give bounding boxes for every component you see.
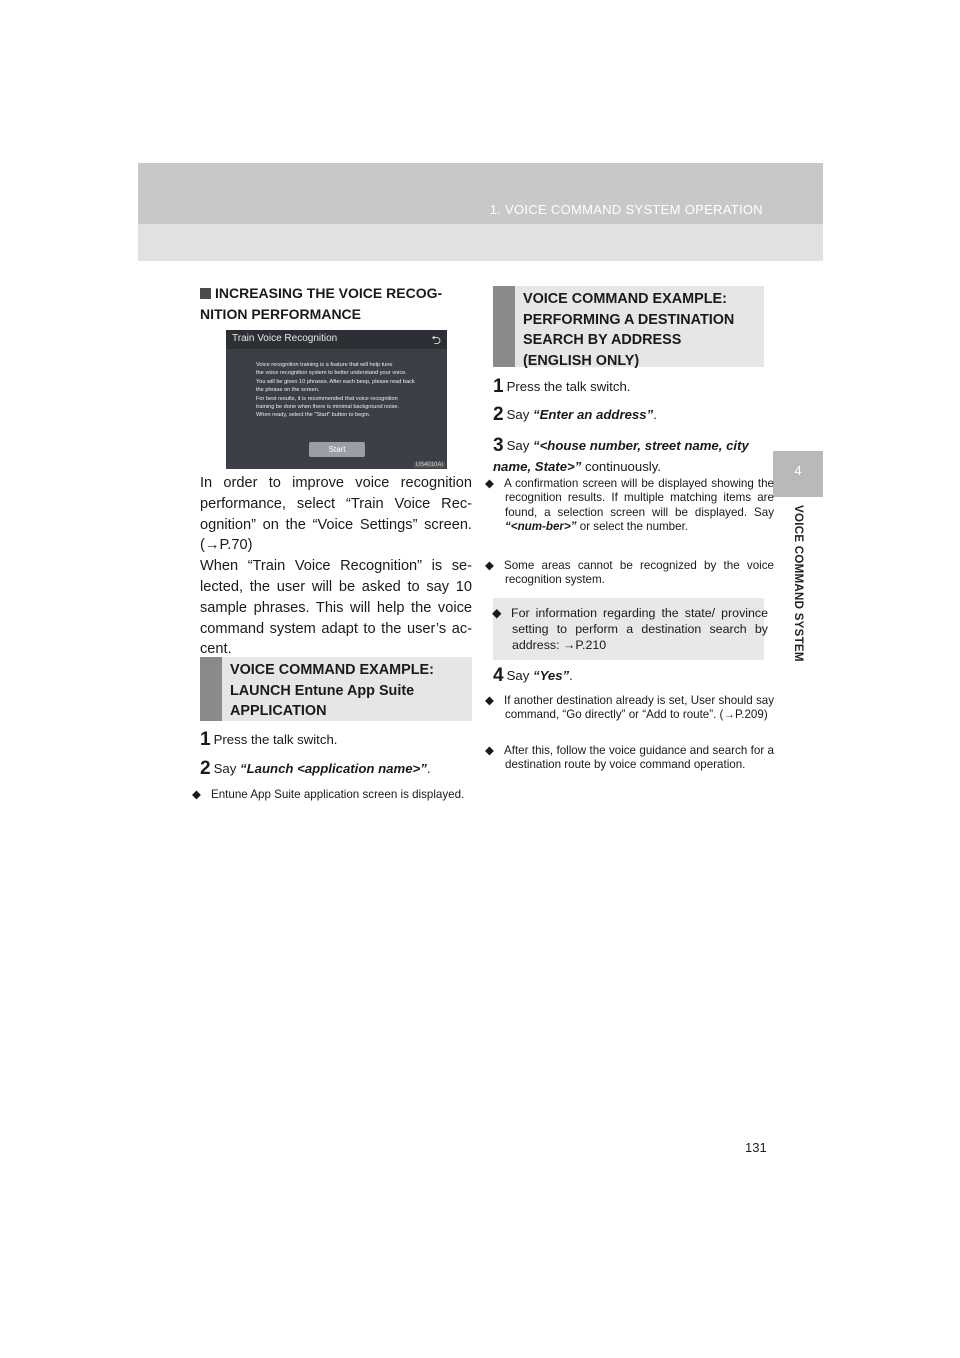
step-number: 2: [200, 758, 211, 779]
step-2: [493, 406, 764, 424]
bullet-phrase: “<num-ber>”: [505, 520, 577, 534]
bullet-item: [485, 477, 774, 535]
bullet-diamond-icon: ◆: [485, 744, 494, 757]
step-end: .: [426, 761, 431, 776]
bullet-diamond-icon: ◆: [485, 477, 494, 490]
header-subband: [138, 224, 823, 261]
step-phrase: “Enter an address”: [532, 407, 654, 422]
bullet-text-end: or select the number.: [579, 520, 689, 534]
square-bullet-icon: [200, 288, 211, 299]
note-box: [492, 598, 768, 660]
step-phrase: “Yes”: [532, 668, 570, 683]
screen-body-text: Voice recognition training is a feature that will help tune the voice recognition system to better understand your voice. You will be given 10 phrases. After each beep, please read back the phrase on the screen. For best results, it is recommended that voice recognition training be done when there is minimal background noise. When ready, select the "Start" button to begin.: [256, 362, 415, 419]
step-3: [493, 435, 764, 477]
example-box-title: VOICE COMMAND EXAMPLE: PERFORMING A DESTINATION SEARCH BY ADDRESS (ENGLISH ONLY): [523, 291, 735, 369]
section-heading-text: INCREASING THE VOICE RECOG-NITION PERFORMANCE: [200, 285, 443, 322]
header-title: 1. VOICE COMMAND SYSTEM OPERATION: [489, 202, 763, 217]
example-box-launch: [200, 657, 472, 721]
step-phrase: “<house number, street name, city name, State>”: [493, 438, 749, 474]
bullet-item: [485, 694, 774, 723]
step-text: Press the talk switch.: [213, 732, 338, 747]
step-end: .: [569, 668, 573, 683]
step-say: Say: [506, 668, 530, 683]
paragraph-1: In order to improve voice recognition performance, select “Train Voice Rec-ognition” on the “Voice Settings” screen. (→P.70): [200, 475, 472, 554]
step-1: [493, 378, 764, 396]
bullet-diamond-icon: ◆: [192, 788, 201, 801]
step-end: .: [653, 407, 657, 422]
bullet-text: Some areas cannot be recognized by the voice recognition system.: [504, 559, 774, 587]
bullet-item: [192, 788, 482, 802]
bullet-text: If another destination already is set, User should say command, “Go directly” or “Add to route”. (→P.209): [504, 694, 774, 722]
paragraph-2: When “Train Voice Recognition” is se-lected, the user will be asked to say 10 sample phrases. This will help the voice command system adapt to the user’s ac-cent.: [200, 558, 472, 658]
bullet-diamond-icon: ◆: [485, 559, 494, 572]
step-number: 1: [493, 376, 504, 397]
step-number: 2: [493, 404, 504, 425]
step-number: 3: [493, 435, 504, 456]
screen-title: Train Voice Recognition: [232, 333, 338, 344]
chapter-number-tab: 4: [773, 451, 823, 497]
chapter-label: VOICE COMMAND SYSTEM: [792, 505, 804, 662]
train-voice-screenshot: [226, 330, 447, 469]
bullet-item: [485, 744, 774, 773]
page-number: 131: [745, 1140, 767, 1155]
box-stripe: [200, 657, 222, 721]
section-heading: [200, 283, 472, 325]
step-text: Press the talk switch.: [506, 379, 631, 394]
example-box-title: VOICE COMMAND EXAMPLE: LAUNCH Entune App Suite APPLICATION: [230, 662, 434, 719]
step-say: Say: [506, 438, 530, 453]
step-4: [493, 667, 764, 685]
start-button: Start: [309, 442, 365, 457]
step-say: Say: [506, 407, 530, 422]
step-say: Say: [213, 761, 237, 776]
intro-paragraph: [200, 473, 472, 660]
note-text: For information regarding the state/ province setting to perform a destination search by address: →P.210: [511, 606, 768, 652]
box-stripe: [493, 286, 515, 367]
chapter-side-label: [773, 497, 823, 797]
bullet-text: Entune App Suite application screen is displayed.: [211, 788, 465, 801]
step-1: [200, 731, 472, 749]
return-arrow-icon: ⮌: [431, 333, 441, 347]
step-2: [200, 760, 472, 778]
note-item: [492, 605, 768, 653]
screen-title-bar: [226, 330, 447, 349]
bullet-text: After this, follow the voice guidance and search for a destination route by voice command operation.: [504, 744, 774, 772]
step-end: continuously.: [585, 459, 661, 474]
bullet-diamond-icon: ◆: [492, 606, 502, 620]
bullet-text: A confirmation screen will be displayed showing the recognition results. If multiple matching items are found, a selection screen will be displayed. Say: [504, 477, 774, 519]
image-code: US4010AI: [415, 462, 443, 468]
step-number: 1: [200, 729, 211, 750]
step-phrase: “Launch <application name>”: [239, 761, 427, 776]
bullet-item: [485, 559, 774, 588]
example-box-address: [493, 286, 764, 367]
step-number: 4: [493, 665, 504, 686]
bullet-diamond-icon: ◆: [485, 694, 494, 707]
